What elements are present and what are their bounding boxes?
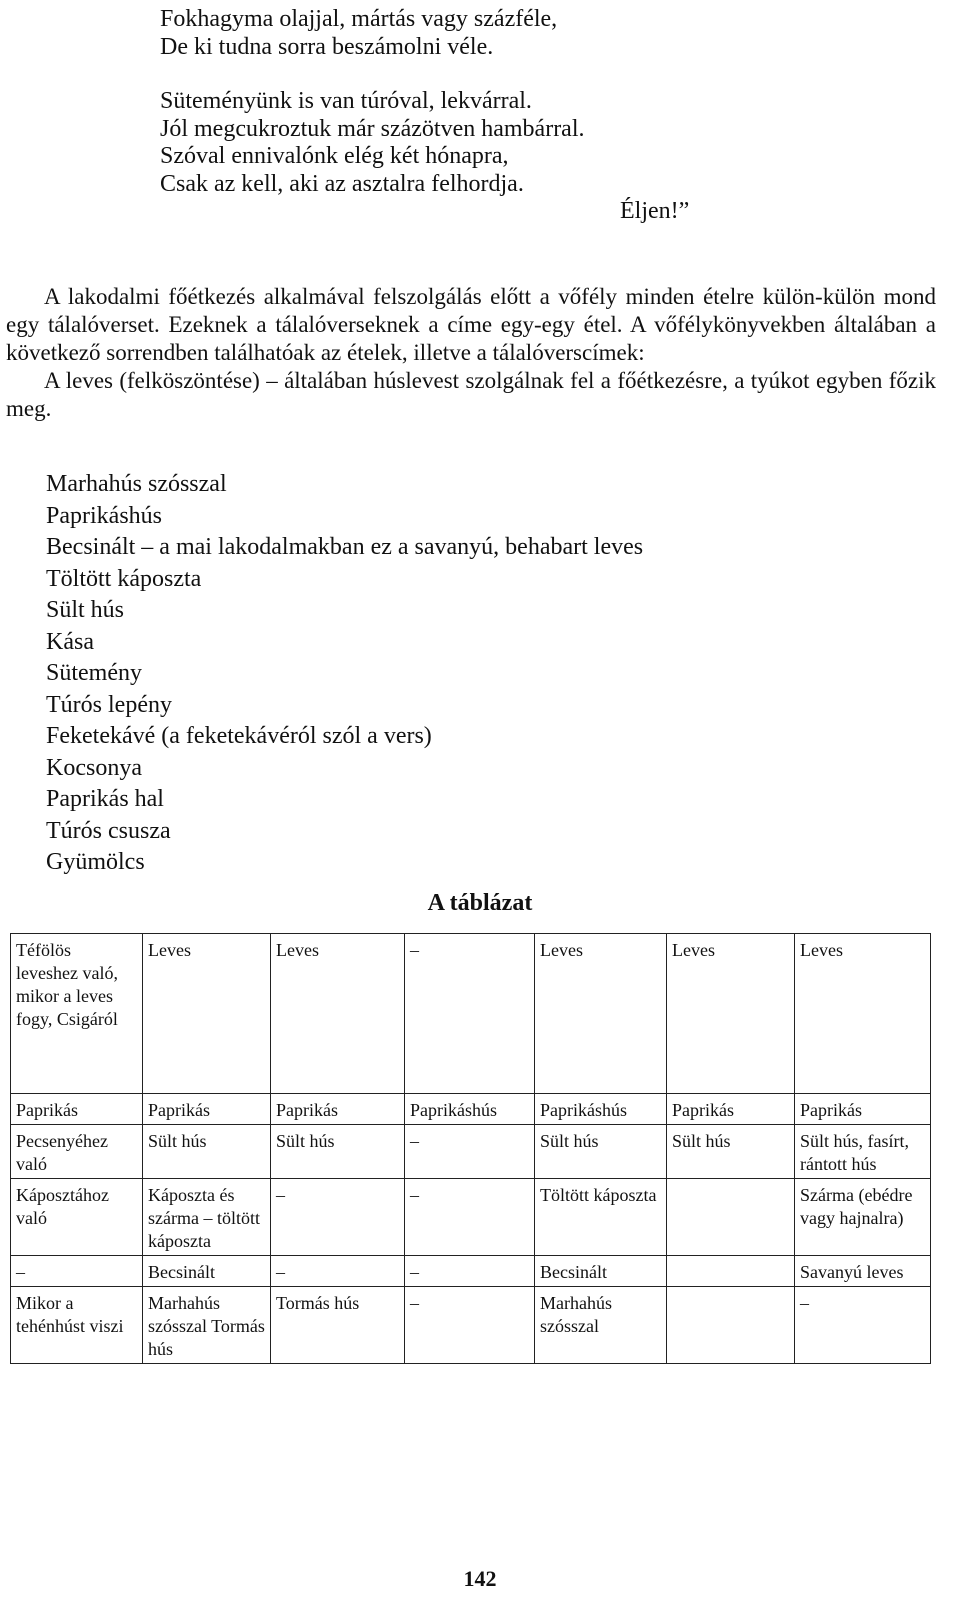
dish-item: Sütemény (46, 660, 142, 686)
table-cell: Sült hús, fasírt, rántott hús (795, 1125, 931, 1179)
table-cell: Paprikás (11, 1094, 143, 1125)
table-cell: Savanyú leves (795, 1256, 931, 1287)
table-title: A táblázat (427, 890, 533, 916)
table-cell (667, 1256, 795, 1287)
table-cell: Sült hús (667, 1125, 795, 1179)
table-cell: – (405, 1125, 535, 1179)
table-row (11, 1179, 931, 1256)
dish-item: Paprikás hal (46, 786, 164, 812)
table-cell: Paprikáshús (535, 1094, 667, 1125)
paragraph-soup: A leves (felköszöntése) – általában húslevest szolgálnak fel a főétkezésre, a tyúkot egyben főzik meg. (6, 368, 936, 421)
table-cell: – (405, 1287, 535, 1364)
table-cell: Töltött káposzta (535, 1179, 667, 1256)
table-row (11, 1125, 931, 1179)
table-cell: Paprikás (143, 1094, 271, 1125)
table-cell: – (11, 1256, 143, 1287)
table-cell: Szárma (ebédre vagy hajnalra) (795, 1179, 931, 1256)
table-row (11, 1094, 931, 1125)
poem-line: Jól megcukroztuk már százötven hambárral. (160, 115, 585, 142)
dish-list (46, 469, 643, 879)
dish-item: Töltött káposzta (46, 565, 202, 592)
table-cell: – (405, 934, 535, 1094)
table-cell: Marhahús szósszal Tormás hús (143, 1287, 271, 1364)
dish-item: Feketekávé (a feketekávéról szól a vers) (46, 723, 432, 749)
table-cell (667, 1287, 795, 1364)
table-cell: Sült hús (143, 1125, 271, 1179)
poem-closing: Éljen!” (620, 198, 690, 224)
comparison-table (10, 933, 931, 1364)
body-text (6, 283, 936, 423)
table-cell: Téfölös leveshez való, mikor a leves fogy, Csigáról (11, 934, 143, 1094)
dish-item: Kása (46, 628, 94, 655)
dish-item: Kocsonya (46, 754, 142, 781)
dish-item: Paprikáshús (46, 502, 162, 529)
table-cell: Leves (667, 934, 795, 1094)
stanza-break (160, 61, 860, 88)
poem-line: Csak az kell, aki az asztalra felhordja. (160, 170, 524, 197)
table-cell: – (271, 1179, 405, 1256)
paragraph-intro: A lakodalmi főétkezés alkalmával felszolgálás előtt a vőfély minden ételre külön-külön mond egy tálalóverset. Ezeknek a tálalóverseknek a címe egy-egy étel. A vőfélykönyvekben általában a következő sorrendben találhatóak az ételek, illetve a tálalóverscímek: (6, 284, 936, 365)
page-number: 142 (463, 1566, 497, 1591)
table-cell: Leves (271, 934, 405, 1094)
dish-item: Sült hús (46, 597, 125, 623)
table-cell: Becsinált (143, 1256, 271, 1287)
table-cell: Leves (795, 934, 931, 1094)
table-cell: Becsinált (535, 1256, 667, 1287)
table-cell: – (405, 1256, 535, 1287)
table-cell: Marhahús szósszal (535, 1287, 667, 1364)
dish-item: Gyümölcs (46, 849, 145, 875)
table-cell: Paprikás (271, 1094, 405, 1125)
table-cell: – (271, 1256, 405, 1287)
table-cell: Káposztához való (11, 1179, 143, 1256)
table-cell: – (405, 1179, 535, 1256)
poem-line: Fokhagyma olajjal, mártás vagy százféle, (160, 6, 558, 32)
table-cell: Leves (535, 934, 667, 1094)
poem-line: Süteményünk is van túróval, lekvárral. (160, 88, 532, 114)
table-cell (667, 1179, 795, 1256)
table-row (11, 1256, 931, 1287)
poem-line: De ki tudna sorra beszámolni véle. (160, 33, 494, 60)
poem-excerpt (160, 6, 860, 226)
table-cell: Sült hús (271, 1125, 405, 1179)
table-cell: Káposzta és szárma – töltött káposzta (143, 1179, 271, 1256)
table-cell: Tormás hús (271, 1287, 405, 1364)
dish-item: Becsinált – a mai lakodalmakban ez a savanyú, behabart leves (46, 534, 644, 560)
table-cell: Pecsenyéhez való (11, 1125, 143, 1179)
dish-item: Túrós csusza (46, 817, 171, 844)
table-cell: Sült hús (535, 1125, 667, 1179)
table-cell: Mikor a tehénhúst viszi (11, 1287, 143, 1364)
table-cell: Paprikáshús (405, 1094, 535, 1125)
dish-item: Túrós lepény (46, 691, 172, 718)
table-cell: Paprikás (667, 1094, 795, 1125)
table-cell: Leves (143, 934, 271, 1094)
table-cell: Paprikás (795, 1094, 931, 1125)
table-row (11, 934, 931, 1094)
poem-line: Szóval ennivalónk elég két hónapra, (160, 143, 509, 169)
table-cell: – (795, 1287, 931, 1364)
table-row (11, 1287, 931, 1364)
dish-item: Marhahús szósszal (46, 471, 227, 497)
